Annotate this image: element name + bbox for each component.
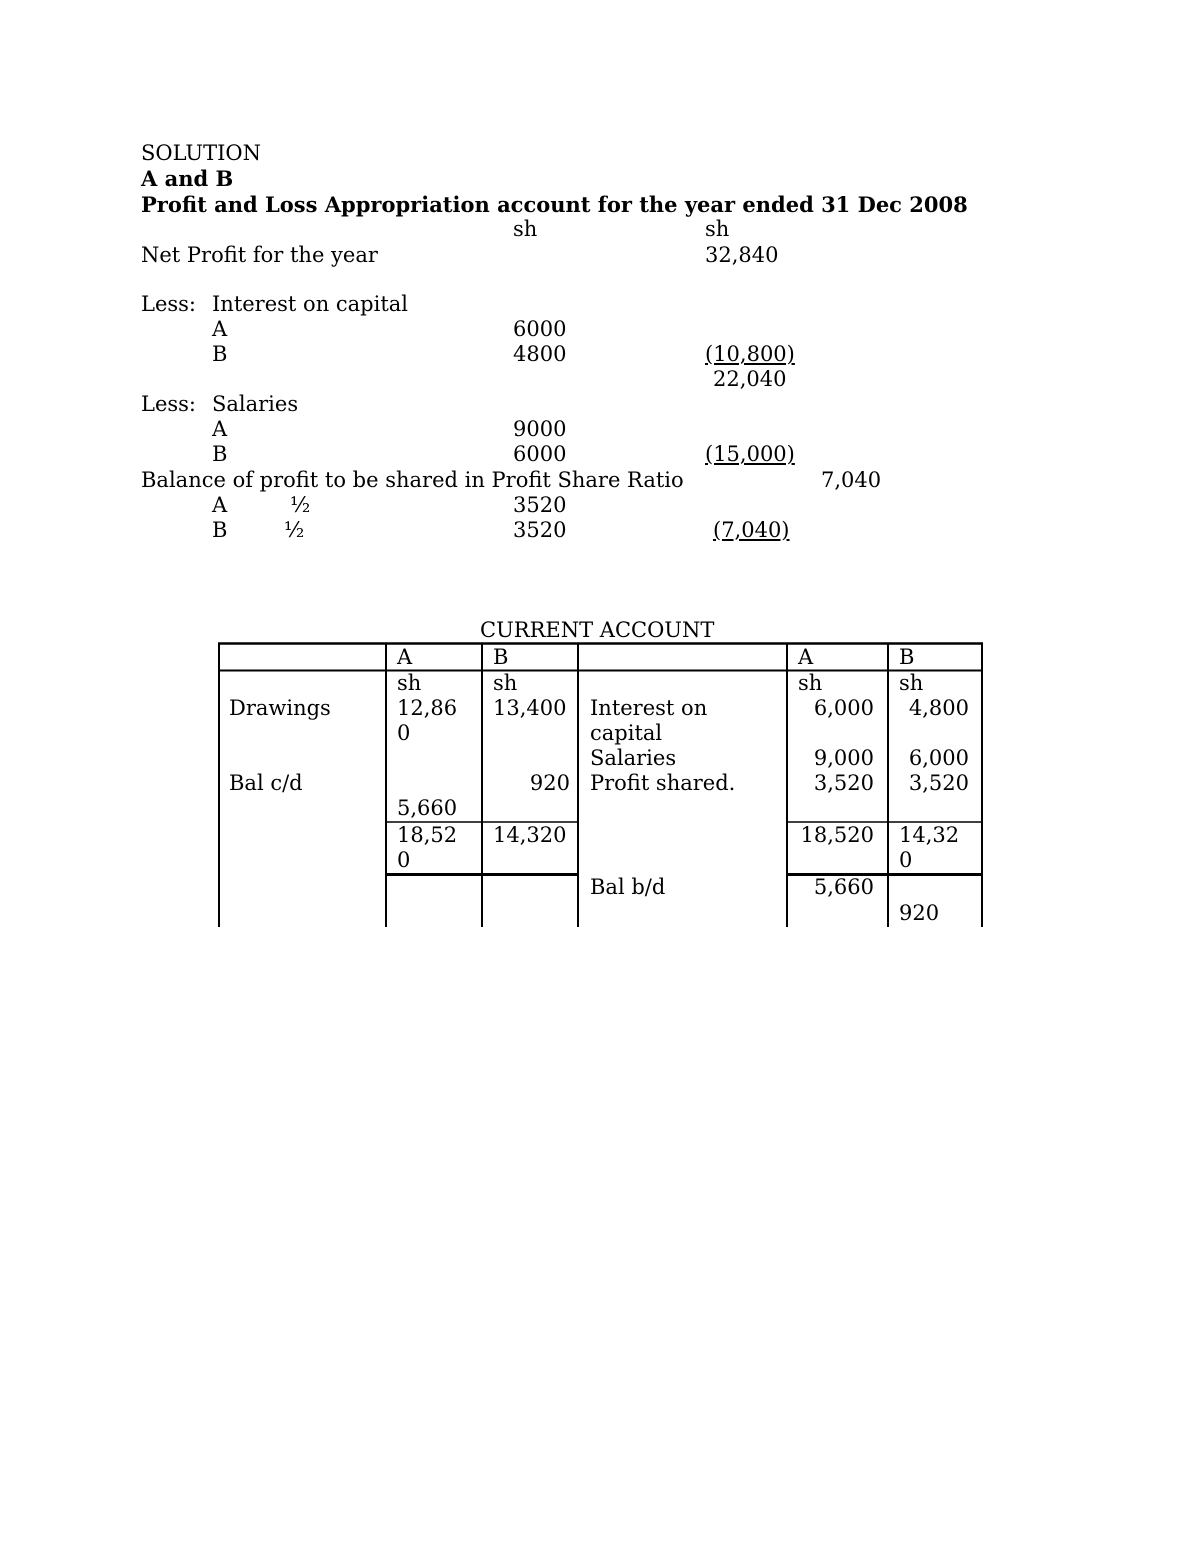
salaries-a: 9,000 (813, 746, 874, 770)
salaries-label: Salaries (212, 392, 299, 416)
salaries-partner-b-label: B (212, 442, 228, 466)
salaries-label: Salaries (590, 746, 677, 770)
interest-total: (10,800) (705, 342, 795, 366)
profit-shared-a: 3,520 (813, 771, 874, 795)
drawings-b: 13,400 (493, 696, 567, 720)
interest-partner-b-value: 4800 (513, 342, 567, 366)
dr-unit-a: sh (397, 671, 422, 695)
net-profit-label: Net Profit for the year (141, 243, 378, 267)
interest-a: 6,000 (813, 696, 874, 720)
bal-bd-label: Bal b/d (590, 875, 666, 899)
share-partner-a-ratio: ½ (290, 493, 311, 517)
cr-unit-a: sh (798, 671, 823, 695)
bal-cd-b: 920 (529, 771, 570, 795)
share-partner-a-value: 3520 (513, 493, 567, 517)
share-total: (7,040) (713, 518, 790, 542)
dr-head-b: B (493, 645, 509, 669)
cr-unit-b: sh (899, 671, 924, 695)
account-title: Profit and Loss Appropriation account for the year ended 31 Dec 2008 (141, 192, 968, 217)
salaries-partner-a-label: A (212, 417, 228, 441)
subtotal-after-interest: 22,040 (713, 367, 787, 391)
balance-of-profit-value: 7,040 (821, 468, 882, 492)
salaries-b: 6,000 (908, 746, 969, 770)
interest-partner-a-label: A (212, 317, 228, 341)
profit-shared-label: Profit shared. (590, 771, 736, 795)
share-partner-a-label: A (212, 493, 228, 517)
share-partner-b-value: 3520 (513, 518, 567, 542)
cr-total-b: 14,320 (899, 823, 960, 872)
less-label: Less: (141, 392, 197, 416)
cr-head-a: A (798, 645, 814, 669)
drawings-label: Drawings (229, 696, 331, 720)
dr-unit-b: sh (493, 671, 518, 695)
drawings-a: 12,860 (397, 696, 458, 745)
dr-total-b: 14,320 (493, 823, 567, 847)
share-partner-b-ratio: ½ (284, 518, 305, 542)
firm-name: A and B (141, 166, 234, 191)
salaries-total: (15,000) (705, 442, 795, 466)
interest-partner-b-label: B (212, 342, 228, 366)
bal-bd-b: 920 (899, 901, 940, 925)
dr-head-a: A (397, 645, 413, 669)
salaries-partner-b-value: 6000 (513, 442, 567, 466)
net-profit-value: 32,840 (705, 243, 779, 267)
interest-on-capital-label: Interest on capital (590, 696, 708, 745)
profit-shared-b: 3,520 (908, 771, 969, 795)
salaries-partner-a-value: 9000 (513, 417, 567, 441)
interest-partner-a-value: 6000 (513, 317, 567, 341)
interest-b: 4,800 (908, 696, 969, 720)
bal-bd-a: 5,660 (813, 875, 874, 899)
interest-on-capital-label: Interest on capital (212, 292, 409, 316)
solution-heading: SOLUTION (141, 141, 261, 165)
current-account-title: CURRENT ACCOUNT (480, 618, 715, 642)
bal-cd-label: Bal c/d (229, 771, 303, 795)
bal-cd-a: 5,660 (397, 796, 458, 820)
cr-total-a: 18,520 (800, 823, 874, 847)
dr-total-a: 18,520 (397, 823, 458, 872)
share-partner-b-label: B (212, 518, 228, 542)
cr-head-b: B (899, 645, 915, 669)
balance-of-profit-label: Balance of profit to be shared in Profit Share Ratio (141, 468, 684, 492)
column-unit-1: sh (513, 217, 538, 241)
column-unit-2: sh (705, 217, 730, 241)
less-label: Less: (141, 292, 197, 316)
